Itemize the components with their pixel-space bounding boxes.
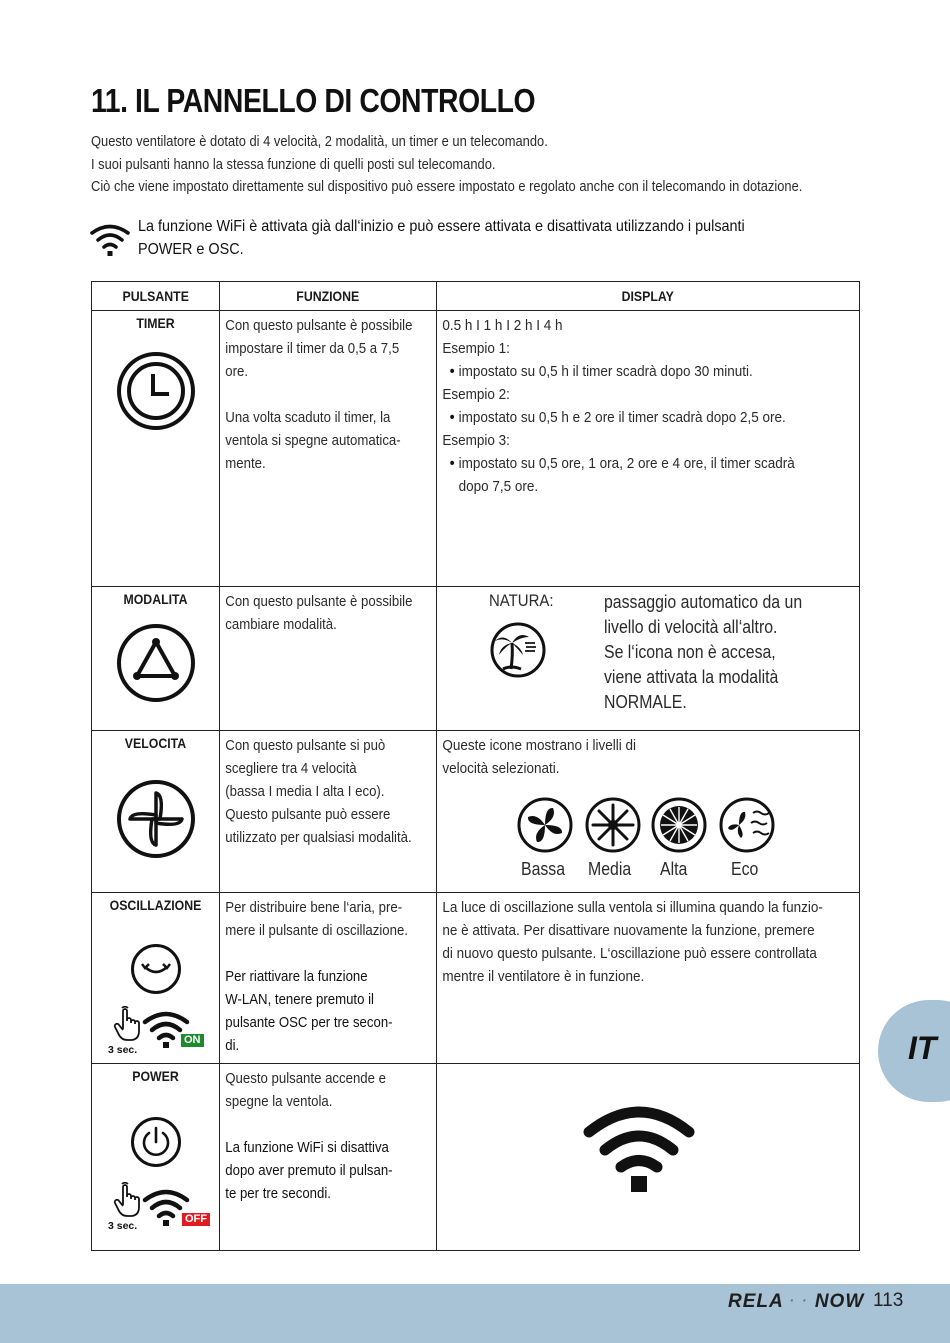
button-cell	[92, 731, 220, 893]
control-panel-table	[91, 281, 860, 1251]
language-tab	[878, 1000, 950, 1102]
function-line: Con questo pulsante si può	[225, 737, 386, 754]
speed-low-icon	[515, 795, 575, 855]
page-number: 113	[873, 1290, 904, 1311]
table-row-oscillazione	[92, 893, 860, 1064]
function-line: Una volta scaduto il timer, la	[225, 409, 391, 426]
mode-description: passaggio automatico da un livello di velocità all‘altro. Se l‘icona non è accesa, viene attivata la modalità NORMALE.	[604, 592, 803, 712]
speed-label: Eco	[731, 859, 759, 879]
button-cell	[92, 311, 220, 587]
button-name: TIMER	[136, 315, 175, 331]
triangle-mode-icon	[116, 623, 196, 703]
function-line: La funzione WiFi si disattiva	[225, 1139, 389, 1156]
function-line: ventola si spegne automatica-	[225, 432, 401, 449]
intro-line: Ciò che viene impostato direttamente sul dispositivo può essere impostato e regolato anche con il telecomando in dotazione.	[91, 178, 803, 195]
function-line: ore.	[225, 363, 249, 380]
intro-line: I suoi pulsanti hanno la stessa funzione di quelli posti sul telecomando.	[91, 155, 496, 173]
display-line: La luce di oscillazione sulla ventola si illumina quando la funzio-	[442, 899, 823, 916]
example-label: Esempio 2:	[442, 386, 510, 403]
hold-duration: 3 sec.	[108, 1220, 138, 1232]
function-line: di.	[225, 1037, 240, 1054]
function-line: mente.	[225, 455, 266, 472]
propeller-icon	[116, 779, 196, 859]
table-row-velocita	[92, 731, 860, 893]
display-cell	[437, 1064, 860, 1251]
speed-medium-icon	[583, 795, 643, 855]
function-line: Questo pulsante accende e	[225, 1070, 387, 1087]
display-line: di nuovo questo pulsante. L‘oscillazione può essere controllata	[442, 945, 817, 962]
column-header: FUNZIONE	[220, 282, 437, 311]
speed-eco-icon	[717, 795, 777, 855]
button-name: OSCILLAZIONE	[109, 897, 202, 913]
wifi-icon	[90, 222, 130, 256]
clock-icon	[116, 351, 196, 431]
function-line: Questo pulsante può essere	[225, 806, 391, 823]
button-name: MODALITA	[123, 591, 188, 607]
function-line: Con questo pulsante è possibile	[225, 317, 413, 334]
speed-label: Alta	[660, 859, 688, 879]
display-cell	[437, 311, 860, 587]
bullet-item-continued: dopo 7,5 ore.	[458, 478, 539, 495]
display-line: 0.5 h I 1 h I 2 h I 4 h	[442, 317, 563, 334]
palm-tree-icon	[489, 621, 547, 679]
display-line: Queste icone mostrano i livelli di	[442, 737, 636, 754]
language-code: IT	[908, 1030, 937, 1066]
function-line: utilizzato per qualsiasi modalità.	[225, 829, 412, 846]
wifi-note	[90, 214, 870, 264]
wifi-on-badge: ON	[181, 1034, 204, 1047]
display-cell	[437, 893, 860, 1064]
function-line: te per tre secondi.	[225, 1185, 331, 1202]
example-label: Esempio 1:	[442, 340, 510, 357]
bullet-item: • impostato su 0,5 h e 2 ore il timer scadrà dopo 2,5 ore.	[442, 406, 865, 429]
function-cell	[220, 893, 437, 1064]
intro-line: Questo ventilatore è dotato di 4 velocità, 2 modalità, un timer e un telecomando.	[91, 133, 548, 150]
speed-label: Media	[588, 859, 632, 879]
mode-label: NATURA:	[489, 591, 554, 610]
power-icon	[130, 1116, 182, 1168]
wifi-off-badge: OFF	[182, 1213, 210, 1226]
function-line: spegne la ventola.	[225, 1093, 333, 1110]
button-cell	[92, 1064, 220, 1251]
function-cell	[220, 731, 437, 893]
display-line: mentre il ventilatore è in funzione.	[442, 968, 645, 985]
display-cell	[437, 587, 860, 731]
display-line: ne è attivata. Per disattivare nuovamente la funzione, premere	[442, 922, 815, 939]
display-cell	[437, 731, 860, 893]
function-line: cambiare modalità.	[225, 616, 337, 633]
hold-duration: 3 sec.	[108, 1044, 138, 1056]
function-line: scegliere tra 4 velocità	[225, 760, 357, 777]
table-header-row	[92, 282, 860, 311]
function-line: Con questo pulsante è possibile	[225, 593, 413, 610]
bullet-item: • impostato su 0,5 h il timer scadrà dopo 30 minuti.	[442, 360, 865, 383]
hand-press-icon	[112, 1179, 142, 1219]
button-name: POWER	[132, 1068, 179, 1084]
function-line: mere il pulsante di oscillazione.	[225, 922, 408, 939]
oscillation-icon	[130, 943, 182, 995]
table-row-power	[92, 1064, 860, 1251]
function-line: Per distribuire bene l‘aria, pre-	[225, 899, 403, 916]
column-header: PULSANTE	[92, 282, 220, 311]
hand-press-icon	[112, 1003, 142, 1043]
speed-label: Bassa	[521, 859, 566, 879]
function-line: Per riattivare la funzione	[225, 968, 368, 985]
button-cell	[92, 587, 220, 731]
function-cell	[220, 311, 437, 587]
function-line: pulsante OSC per tre secon-	[225, 1014, 393, 1031]
button-name: VELOCITA	[124, 735, 187, 751]
button-cell	[92, 893, 220, 1064]
page-title: 11. IL PANNELLO DI CONTROLLO	[91, 82, 536, 119]
example-label: Esempio 3:	[442, 432, 510, 449]
function-line: (bassa I media I alta I eco).	[225, 783, 385, 800]
function-line: W-LAN, tenere premuto il	[225, 991, 374, 1008]
function-cell	[220, 1064, 437, 1251]
function-line: dopo aver premuto il pulsan-	[225, 1162, 393, 1179]
speed-high-icon	[649, 795, 709, 855]
column-header: DISPLAY	[437, 282, 860, 311]
brand-logo: RELA · · NOW	[728, 1291, 865, 1312]
wifi-note-line: La funzione WiFi è attivata già dall‘inizio e può essere attivata e disattivata utilizzando i pulsanti	[138, 218, 745, 235]
function-cell	[220, 587, 437, 731]
function-line: impostare il timer da 0,5 a 7,5	[225, 340, 400, 357]
display-line: velocità selezionati.	[442, 760, 560, 777]
table-row-modalita	[92, 587, 860, 731]
bullet-item: • impostato su 0,5 ore, 1 ora, 2 ore e 4 ore, il timer scadrà	[442, 452, 865, 475]
intro-text	[91, 131, 891, 199]
wifi-icon	[583, 1102, 695, 1192]
wifi-note-line: POWER e OSC.	[138, 241, 244, 258]
table-row-timer	[92, 311, 860, 587]
